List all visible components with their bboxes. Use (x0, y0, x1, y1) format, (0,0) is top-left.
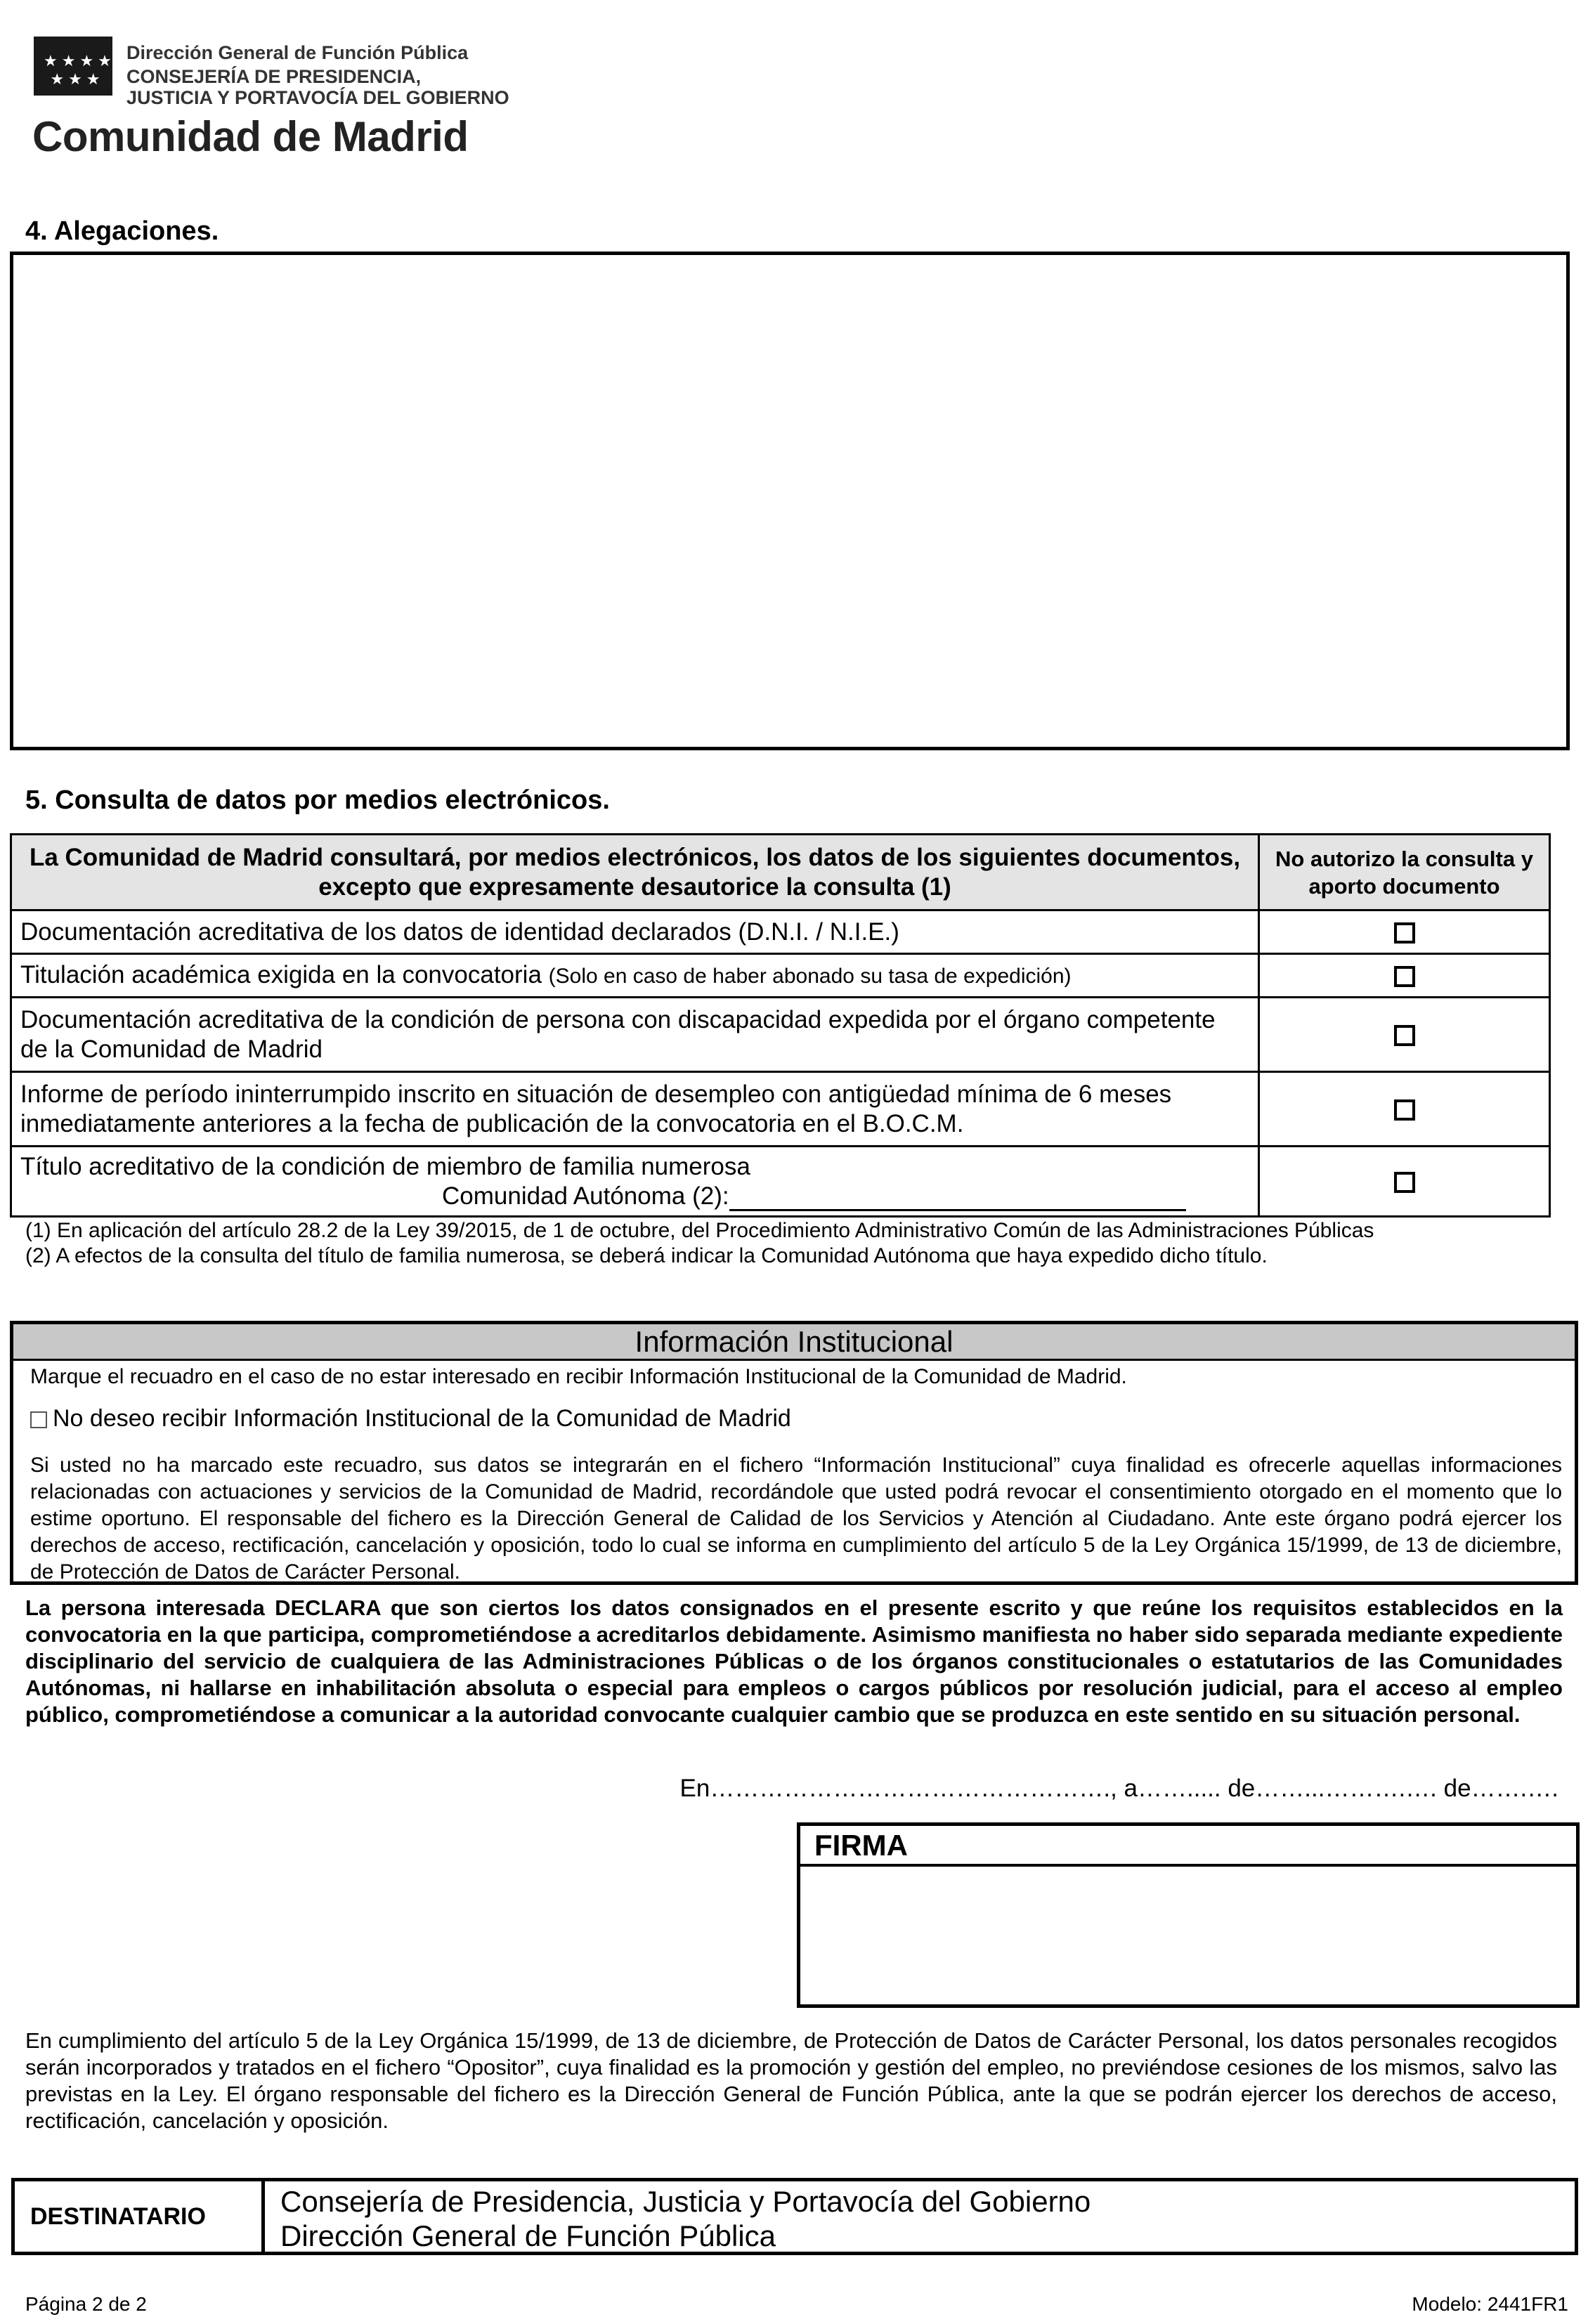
table-row (11, 910, 1550, 954)
logo-stars: ★★★★ ★★★ (44, 52, 116, 88)
declaration-text: La persona interesada DECLARA que son ciertos los datos consignados en el presente escrito y que reúne los requisitos establecidos en la convocatoria en la que participa, comprometiéndose a acreditarlos debidamente. Asimismo manifiesta no haber sido separada mediante expediente disciplinario del servicio de cualquiera de las Administraciones Públicas o de los órganos constitucionales o estatutarios de las Comunidades Autónomas, ni hallarse en inhabilitación absoluta o especial para empleos o cargos públicos por resolución judicial, para el acceso al empleo público, comprometiéndose a comunicar a la autoridad convocante cualquier cambio que se produzca en este sentido en su situación personal. (25, 1595, 1563, 1727)
destinatario-line-2: Dirección General de Función Pública (280, 2219, 776, 2252)
checkbox-discapacidad[interactable] (1394, 1025, 1415, 1046)
alegaciones-textarea[interactable] (10, 252, 1570, 750)
checkbox-titulacion[interactable] (1394, 966, 1415, 987)
info-title: Información Institucional (13, 1324, 1575, 1361)
signature-box[interactable] (797, 1822, 1580, 2008)
destinatario-box (11, 2178, 1578, 2255)
model-number: Modelo: 2441FR1 (1412, 2293, 1568, 2315)
row-familia-ca-label: Comunidad Autónoma (2): (442, 1182, 729, 1210)
checkbox-dni[interactable] (1394, 922, 1415, 944)
row-dni-label: Documentación acreditativa de los datos de identidad declarados (D.N.I. / N.I.E.) (11, 910, 1259, 954)
footnote-1: (1) En aplicación del artículo 28.2 de la Ley 39/2015, de 1 de octubre, del Procedimiento Administrativo Común de las Administraciones Públicas (25, 1219, 1374, 1242)
info-optout-label: No deseo recibir Información Institucional de la Comunidad de Madrid (53, 1405, 791, 1432)
destinatario-line-1: Consejería de Presidencia, Justicia y Portavocía del Gobierno (280, 2185, 1091, 2218)
privacy-text: En cumplimiento del artículo 5 de la Ley Orgánica 15/1999, de 13 de diciembre, de Protección de Datos de Carácter Personal, los datos personales recogidos serán incorporados y tratados en el fichero “Opositor”, cuya finalidad es la promoción y gestión del empleo, no previéndose cesiones de los mismos, salvo las previstas en la Ley. El órgano responsable del fichero es la Dirección General de Función Pública, ante la que se podrán ejercer los derechos de acceso, rectificación, cancelación y oposición. (25, 2028, 1557, 2133)
row-titulacion-note: (Solo en caso de haber abonado su tasa de expedición) (548, 964, 1072, 988)
page-number: Página 2 de 2 (25, 2293, 147, 2315)
table-row (11, 1147, 1550, 1217)
logo-title: Comunidad de Madrid (32, 113, 469, 160)
row-familia-label: Título acreditativo de la condición de miembro de familia numerosa (20, 1152, 750, 1180)
consultation-table (10, 833, 1551, 1218)
checkbox-familia-numerosa[interactable] (1394, 1172, 1415, 1193)
table-row (11, 954, 1550, 998)
row-desempleo-label: Informe de período ininterrumpido inscrito en situación de desempleo con antigüedad mínima de 6 meses inmediatamente anteriores a la fecha de publicación de la convocatoria en el B.O.C.M. (11, 1072, 1259, 1147)
logo-consejeria-2: JUSTICIA Y PORTAVOCÍA DEL GOBIERNO (126, 87, 509, 108)
logo-consejeria: CONSEJERÍA DE PRESIDENCIA, (126, 66, 422, 87)
signature-label: FIRMA (800, 1826, 1576, 1867)
logo-directorate: Dirección General de Función Pública (126, 42, 469, 63)
section-4-title: 4. Alegaciones. (25, 216, 219, 246)
row-discapacidad-label: Documentación acreditativa de la condición de persona con discapacidad expedida por el órgano competente de la Comunidad de Madrid (11, 998, 1259, 1072)
place-date-line[interactable]: En…………………………………………., a……..... de……...……….…. de…….…. (679, 1775, 1558, 1802)
info-optout-checkbox[interactable] (30, 1411, 47, 1428)
destinatario-label: DESTINATARIO (15, 2181, 265, 2252)
comunidad-autonoma-input[interactable] (729, 1185, 1186, 1211)
table-header-row (11, 835, 1550, 910)
info-instruction: Marque el recuadro en el caso de no estar interesado en recibir Información Institucional de la Comunidad de Madrid. (30, 1365, 1127, 1388)
info-paragraph: Si usted no ha marcado este recuadro, sus datos se integrarán en el fichero “Información Institucional” cuya finalidad es ofrecerle aquellas informaciones relacionadas con actuaciones y servicios de la Comunidad de Madrid, recordándole que usted podrá revocar el consentimiento otorgado en el momento que lo estime oportuno. El responsable del fichero es la Dirección General de Calidad de los Servicios y Atención al Ciudadano. Ante este órgano podrá ejercer los derechos de acceso, rectificación, cancelación y oposición, todo lo cual se informa en cumplimiento del artículo 5 de la Ley Orgánica 15/1999, de 13 de diciembre, de Protección de Datos de Carácter Personal. (30, 1454, 1562, 1584)
table-header-documents: La Comunidad de Madrid consultará, por medios electrónicos, los datos de los siguientes documentos, excepto que expresamente desautorice la consulta (1) (11, 835, 1259, 910)
table-header-no-autorizo: No autorizo la consulta y aporto documento (1259, 835, 1550, 910)
info-institucional-box (10, 1321, 1578, 1585)
table-row (11, 998, 1550, 1072)
footnote-2: (2) A efectos de la consulta del título de familia numerosa, se deberá indicar la Comunidad Autónoma que haya expedido dicho título. (25, 1244, 1268, 1267)
table-row (11, 1072, 1550, 1147)
section-5-title: 5. Consulta de datos por medios electrónicos. (25, 785, 610, 815)
row-titulacion-label: Titulación académica exigida en la convocatoria (20, 960, 542, 988)
checkbox-desempleo[interactable] (1394, 1099, 1415, 1121)
